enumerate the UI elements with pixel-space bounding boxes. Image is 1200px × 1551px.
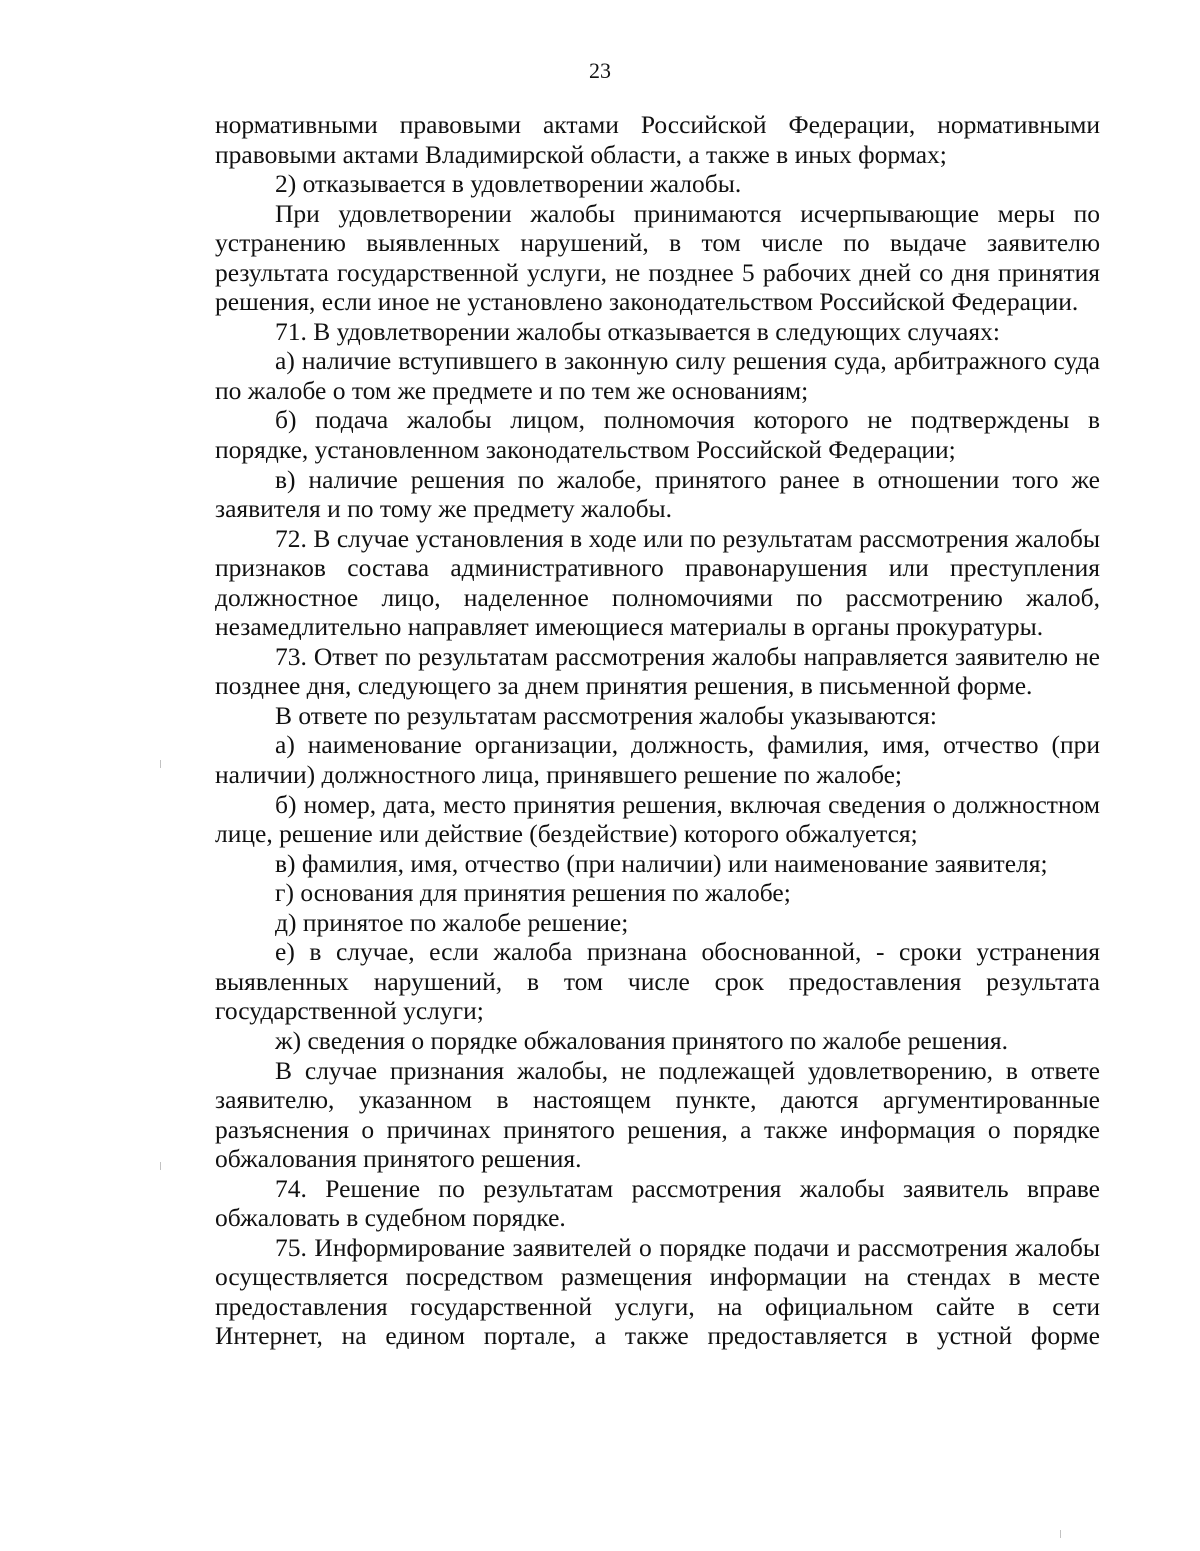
paragraph: 74. Решение по результатам рассмотрения жалобы заявитель вправе обжаловать в судебном порядке. bbox=[215, 1173, 1100, 1233]
paragraph: ж) сведения о порядке обжалования принятого по жалобе решения. bbox=[275, 1025, 1009, 1055]
scan-speck bbox=[160, 760, 161, 768]
paragraph: В ответе по результатам рассмотрения жалобы указываются: bbox=[275, 700, 937, 730]
paragraph: г) основания для принятия решения по жалобе; bbox=[275, 878, 791, 908]
paragraph: нормативными правовыми актами Российской Федерации, нормативными правовыми актами Владимирской области, а также в иных формах; bbox=[215, 110, 1100, 169]
paragraph: В случае признания жалобы, не подлежащей удовлетворению, в ответе заявителю, указанном в настоящем пункте, даются аргументированные разъяснения о причинах принятого решения, а также информация о порядке обжалования принятого решения. bbox=[215, 1055, 1100, 1174]
document-body bbox=[215, 110, 1100, 1351]
scan-speck bbox=[1060, 1530, 1061, 1538]
paragraph: в) наличие решения по жалобе, принятого ранее в отношении того же заявителя и по тому же предмету жалобы. bbox=[215, 464, 1100, 524]
paragraph: 2) отказывается в удовлетворении жалобы. bbox=[275, 169, 742, 199]
paragraph: а) наименование организации, должность, фамилия, имя, отчество (при наличии) должностного лица, принявшего решение по жалобе; bbox=[215, 730, 1100, 790]
paragraph: е) в случае, если жалоба признана обоснованной, - сроки устранения выявленных нарушений, в том числе срок предоставления результата государственной услуги; bbox=[215, 937, 1100, 1026]
paragraph: а) наличие вступившего в законную силу решения суда, арбитражного суда по жалобе о том же предмете и по тем же основаниям; bbox=[215, 346, 1100, 405]
paragraph: 71. В удовлетворении жалобы отказывается в следующих случаях: bbox=[275, 316, 1000, 346]
scan-speck bbox=[160, 1162, 161, 1170]
paragraph: 75. Информирование заявителей о порядке подачи и рассмотрения жалобы осуществляется посредством размещения информации на стендах в месте предоставления государственной услуги, на официальном сайте в сети Интернет, на едином портале, а также предоставляется в устной форме bbox=[215, 1232, 1100, 1351]
paragraph: 73. Ответ по результатам рассмотрения жалобы направляется заявителю не позднее дня, следующего за днем принятия решения, в письменной форме. bbox=[215, 641, 1100, 701]
paragraph: 72. В случае установления в ходе или по результатам рассмотрения жалобы признаков состава административного правонарушения или преступления должностное лицо, наделенное полномочиями по рассмотрению жалоб, незамедлительно направляет имеющиеся материалы в органы прокуратуры. bbox=[215, 523, 1100, 642]
paragraph: в) фамилия, имя, отчество (при наличии) или наименование заявителя; bbox=[275, 848, 1048, 878]
page-number: 23 bbox=[589, 58, 611, 83]
paragraph: При удовлетворении жалобы принимаются исчерпывающие меры по устранению выявленных нарушений, в том числе по выдаче заявителю результата государственной услуги, не позднее 5 рабочих дней со дня принятия решения, если иное не установлено законодательством Российской Федерации. bbox=[215, 198, 1100, 317]
paragraph: д) принятое по жалобе решение; bbox=[275, 907, 629, 937]
paragraph: б) подача жалобы лицом, полномочия которого не подтверждены в порядке, установленном законодательством Российской Федерации; bbox=[215, 405, 1100, 465]
paragraph: б) номер, дата, место принятия решения, включая сведения о должностном лице, решение или действие (бездействие) которого обжалуется; bbox=[215, 789, 1100, 849]
